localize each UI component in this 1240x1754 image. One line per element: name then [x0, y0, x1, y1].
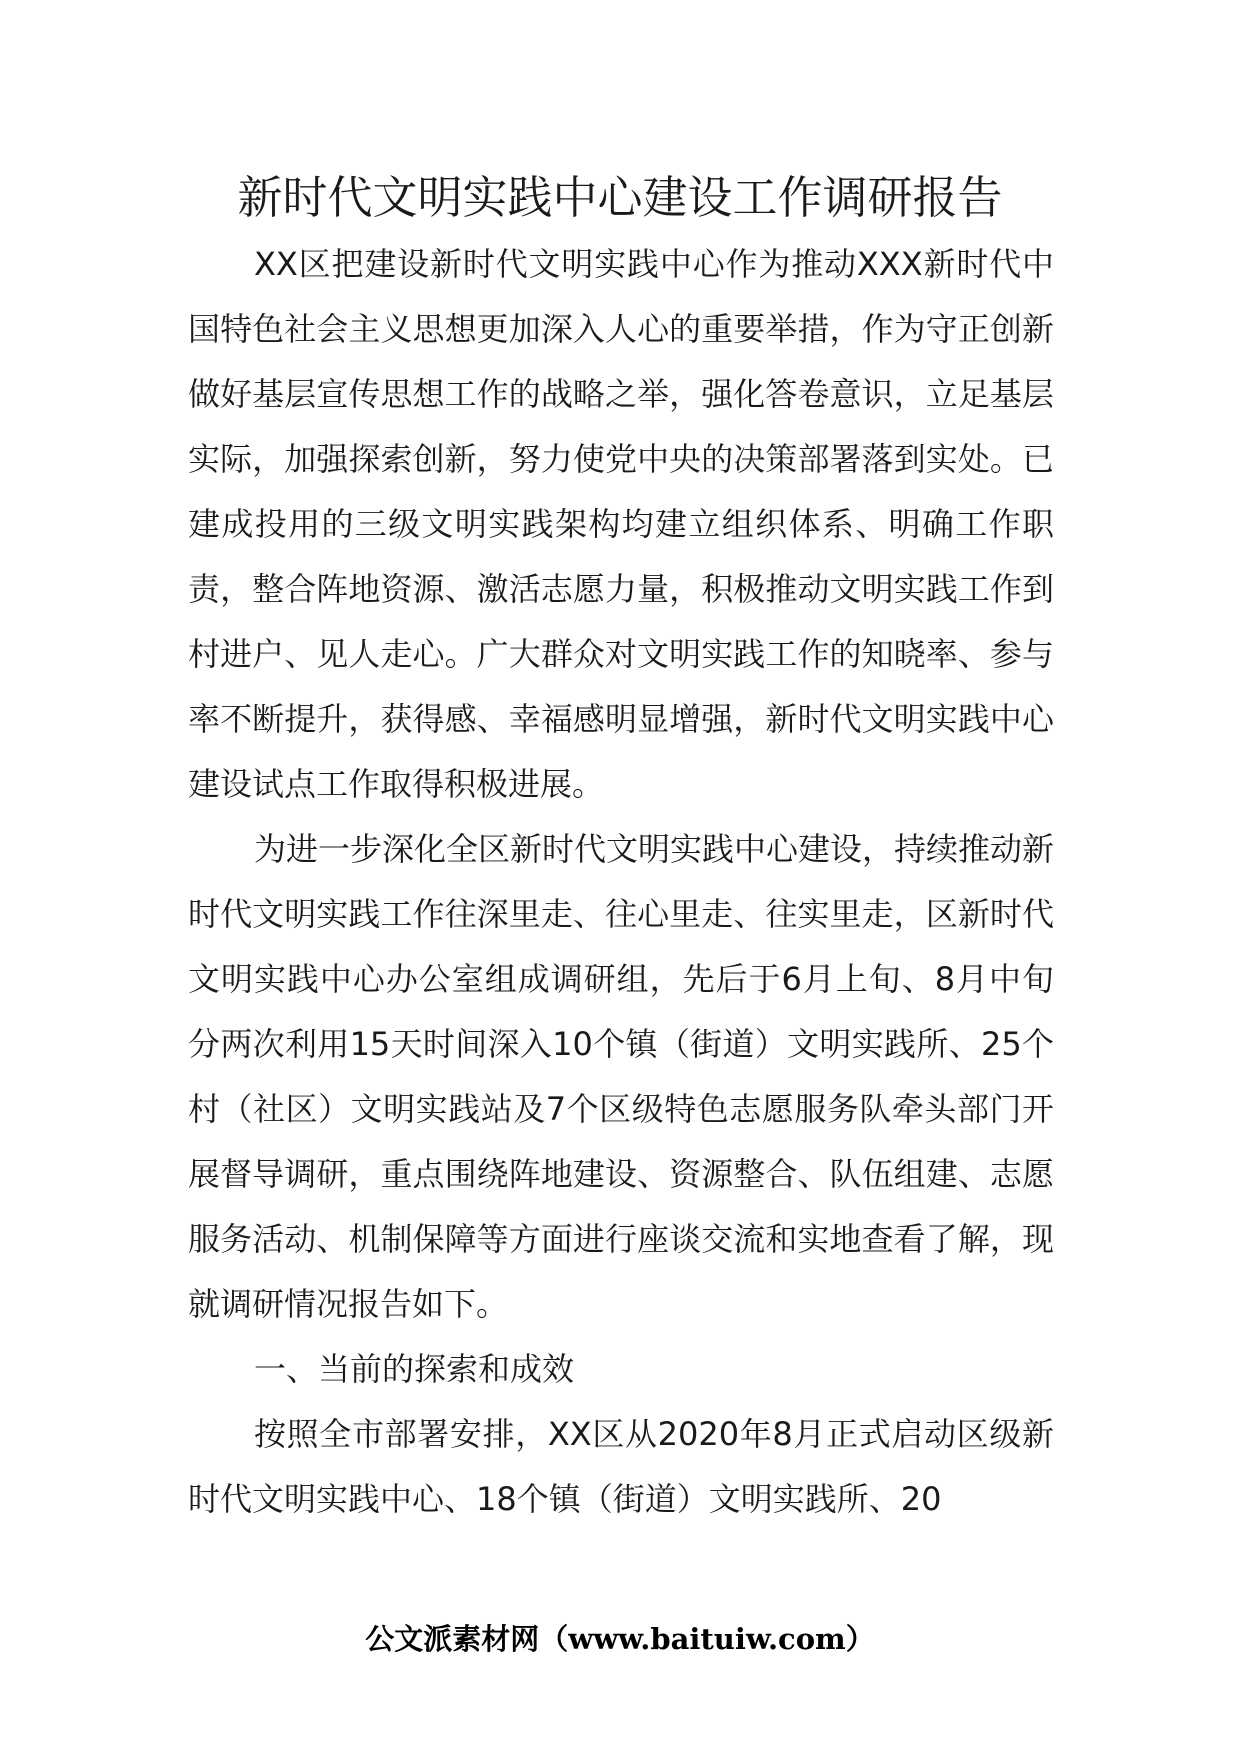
paragraph-research: 为进一步深化全区新时代文明实践中心建设，持续推动新时代文明实践工作往深里走、往心里走、往实里走，区新时代文明实践中心办公室组成调研组，先后于6月上旬、8月中旬分两次利用15天时间深入10个镇（街道）文明实践所、25个村（社区）文明实践站及7个区级特色志愿服务队牵头部门开展督导调研，重点围绕阵地建设、资源整合、队伍组建、志愿服务活动、机制保障等方面进行座谈交流和实地查看了解，现就调研情况报告如下。: [188, 830, 1055, 1323]
paragraph-intro: XX区把建设新时代文明实践中心作为推动XXX新时代中国特色社会主义思想更加深入人心的重要举措，作为守正创新做好基层宣传思想工作的战略之举，强化答卷意识，立足基层实际，加强探索创新，努力使党中央的决策部署落到实处。已建成投用的三级文明实践架构均建立组织体系、明确工作职责，整合阵地资源、激活志愿力量，积极推动文明实践工作到村进户、见人走心。广大群众对文明实践工作的知晓率、参与率不断提升，获得感、幸福感明显增强，新时代文明实践中心建设试点工作取得积极进展。: [188, 245, 1054, 803]
document-title: 新时代文明实践中心建设工作调研报告: [237, 171, 1003, 224]
paragraph-section-start: 按照全市部署安排，XX区从2020年8月正式启动区级新时代文明实践中心、18个镇（街道）文明实践所、20: [188, 1415, 1054, 1518]
footer-watermark: 公文派素材网（www.baituiw.com）: [365, 1622, 875, 1656]
section-heading: 一、当前的探索和成效: [254, 1350, 575, 1388]
document-body: [188, 232, 1054, 1532]
